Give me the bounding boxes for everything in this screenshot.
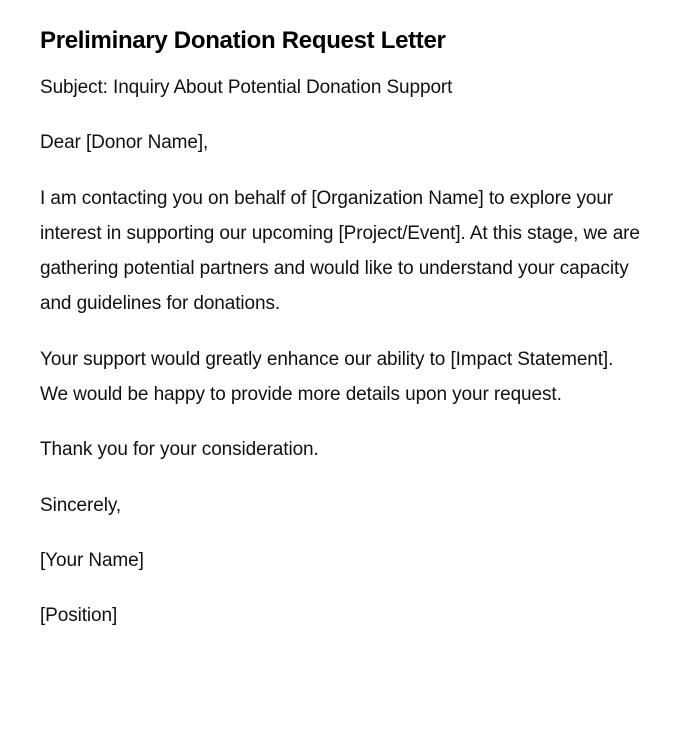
body-paragraph-thanks: Thank you for your consideration. bbox=[40, 439, 319, 461]
body-paragraph-impact: Your support would greatly enhance our ability to [Impact Statement]. We would be happy to provide more details upon your request. bbox=[40, 348, 614, 406]
document-title: Preliminary Donation Request Letter bbox=[40, 27, 446, 54]
closing: Sincerely, bbox=[40, 494, 122, 516]
body-paragraph-intro: I am contacting you on behalf of [Organization Name] to explore your interest in supporting our upcoming [Project/Event]. At this stage, we are gathering potential partners and would like to understand your capacity and guidelines for donations. bbox=[40, 187, 640, 315]
signature-position: [Position] bbox=[40, 605, 118, 627]
signature-name: [Your Name] bbox=[40, 549, 144, 571]
salutation: Dear [Donor Name], bbox=[40, 132, 209, 154]
subject-line: Subject: Inquiry About Potential Donation Support bbox=[40, 77, 453, 98]
